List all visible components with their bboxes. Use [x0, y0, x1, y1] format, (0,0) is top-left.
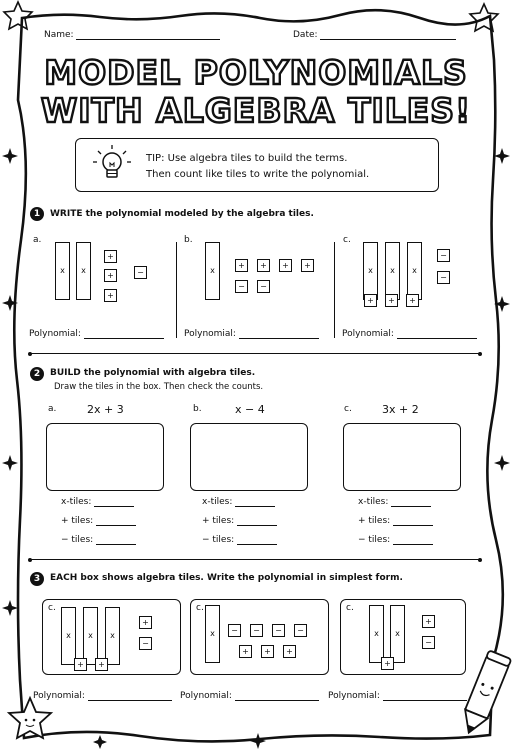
answer-line[interactable] [237, 544, 277, 545]
x-tile: x [205, 605, 220, 663]
s2b-plus-count [202, 516, 277, 526]
s2c-label: c. [344, 404, 352, 414]
minus-tiles-label: − tiles: [358, 535, 391, 545]
x-tile: x [76, 242, 91, 300]
x-tile: x [369, 605, 384, 663]
answer-line[interactable] [393, 544, 433, 545]
s1c-label: c. [343, 235, 351, 245]
x-tile: x [61, 607, 76, 665]
tip-box [75, 138, 439, 192]
answer-line[interactable] [391, 506, 431, 507]
minus-tiles-label: − tiles: [61, 535, 94, 545]
s2a-expression: 2x + 3 [87, 403, 124, 416]
s2c-drawing-box[interactable] [343, 423, 461, 491]
polynomial-label: Polynomial: [180, 691, 232, 701]
section3-number: 3 [30, 572, 44, 586]
s3c-polynomial [328, 691, 467, 701]
x-tiles-label: x-tiles: [61, 497, 92, 507]
plus-tile: + [104, 250, 117, 263]
plus-tile: + [235, 259, 248, 272]
plus-tile: + [261, 645, 274, 658]
plus-tile: + [104, 269, 117, 282]
plus-tile: + [257, 259, 270, 272]
plus-tile: + [364, 294, 377, 307]
plus-tile: + [104, 289, 117, 302]
x-tile: x [83, 607, 98, 665]
answer-line[interactable] [96, 544, 136, 545]
section1-number: 1 [30, 207, 44, 221]
minus-tile: − [437, 249, 450, 262]
x-tiles-label: x-tiles: [358, 497, 389, 507]
section2-instruction: BUILD the polynomial with algebra tiles. [50, 368, 256, 378]
s3a-label: c. [48, 603, 56, 613]
s2c-x-count [358, 497, 431, 507]
x-tile: x [390, 605, 405, 663]
plus-tile: + [381, 657, 394, 670]
s2c-minus-count [358, 535, 433, 545]
page-title-line1: MODEL POLYNOMIALS [44, 53, 468, 92]
section2-number: 2 [30, 367, 44, 381]
polynomial-label: Polynomial: [184, 329, 236, 339]
s2b-x-count [202, 497, 275, 507]
section-divider [30, 559, 480, 560]
minus-tile: − [422, 636, 435, 649]
x-tile: x [105, 607, 120, 665]
answer-line[interactable] [239, 338, 319, 339]
s2a-drawing-box[interactable] [46, 423, 164, 491]
x-tiles-label: x-tiles: [202, 497, 233, 507]
s2c-expression: 3x + 2 [382, 403, 419, 416]
plus-tile: + [385, 294, 398, 307]
section2-subinstruction: Draw the tiles in the box. Then check the counts. [54, 382, 264, 392]
name-label: Name: [44, 30, 74, 40]
column-divider [334, 242, 335, 338]
s2a-minus-count [61, 535, 136, 545]
plus-tile: + [139, 616, 152, 629]
s2c-plus-count [358, 516, 433, 526]
answer-line[interactable] [393, 525, 433, 526]
plus-tiles-label: + tiles: [61, 516, 94, 526]
tip-text [146, 151, 369, 183]
s1b-label: b. [184, 235, 193, 245]
minus-tile: − [139, 637, 152, 650]
answer-line[interactable] [96, 525, 136, 526]
polynomial-label: Polynomial: [328, 691, 380, 701]
s2b-drawing-box[interactable] [190, 423, 308, 491]
s2b-label: b. [193, 404, 202, 414]
minus-tile: − [257, 280, 270, 293]
section1-instruction: WRITE the polynomial modeled by the algebra tiles. [50, 209, 314, 219]
answer-line[interactable] [237, 525, 277, 526]
s3b-label: c. [196, 603, 204, 613]
date-label: Date: [293, 30, 318, 40]
answer-line[interactable] [235, 506, 275, 507]
plus-tile: + [283, 645, 296, 658]
s2a-plus-count [61, 516, 136, 526]
x-tile: x [385, 242, 400, 300]
section-divider [30, 353, 480, 354]
s2a-x-count [61, 497, 134, 507]
s3c-label: c. [346, 603, 354, 613]
minus-tile: − [250, 624, 263, 637]
plus-tile: + [239, 645, 252, 658]
column-divider [176, 242, 177, 338]
answer-line[interactable] [88, 700, 172, 701]
divider-dot [478, 558, 482, 562]
s3b-polynomial [180, 691, 319, 701]
s2a-label: a. [48, 404, 57, 414]
s3a-polynomial [33, 691, 172, 701]
tip-line2: Then count like tiles to write the polynomial. [146, 169, 370, 180]
section3-instruction: EACH box shows algebra tiles. Write the polynomial in simplest form. [50, 573, 403, 583]
s1b-polynomial [184, 329, 319, 339]
plus-tile: + [301, 259, 314, 272]
date-field [293, 30, 456, 40]
plus-tiles-label: + tiles: [358, 516, 391, 526]
plus-tile: + [406, 294, 419, 307]
name-field [44, 30, 220, 40]
minus-tile: − [228, 624, 241, 637]
s1a-polynomial [29, 329, 164, 339]
minus-tile: − [294, 624, 307, 637]
s2b-minus-count [202, 535, 277, 545]
lightbulb-icon [90, 143, 134, 187]
minus-tiles-label: − tiles: [202, 535, 235, 545]
divider-dot [478, 352, 482, 356]
x-tile: x [363, 242, 378, 300]
name-line[interactable] [76, 39, 220, 40]
page-title-line2: WITH ALGEBRA TILES! [40, 91, 472, 130]
smiling-star-icon [9, 698, 51, 738]
answer-line[interactable] [383, 700, 467, 701]
plus-tile: + [95, 658, 108, 671]
minus-tile: − [437, 271, 450, 284]
answer-line[interactable] [84, 338, 164, 339]
x-tile: x [407, 242, 422, 300]
plus-tile: + [279, 259, 292, 272]
plus-tiles-label: + tiles: [202, 516, 235, 526]
s1c-polynomial [342, 329, 477, 339]
plus-tile: + [74, 658, 87, 671]
minus-tile: − [134, 266, 147, 279]
answer-line[interactable] [397, 338, 477, 339]
minus-tile: − [235, 280, 248, 293]
plus-tile: + [422, 615, 435, 628]
answer-line[interactable] [235, 700, 319, 701]
date-line[interactable] [320, 39, 456, 40]
x-tile: x [205, 242, 220, 300]
s1a-label: a. [33, 235, 42, 245]
polynomial-label: Polynomial: [29, 329, 81, 339]
polynomial-label: Polynomial: [342, 329, 394, 339]
s2b-expression: x − 4 [235, 403, 265, 416]
tip-line1: TIP: Use algebra tiles to build the terms. [146, 153, 348, 164]
minus-tile: − [272, 624, 285, 637]
polynomial-label: Polynomial: [33, 691, 85, 701]
x-tile: x [55, 242, 70, 300]
answer-line[interactable] [94, 506, 134, 507]
